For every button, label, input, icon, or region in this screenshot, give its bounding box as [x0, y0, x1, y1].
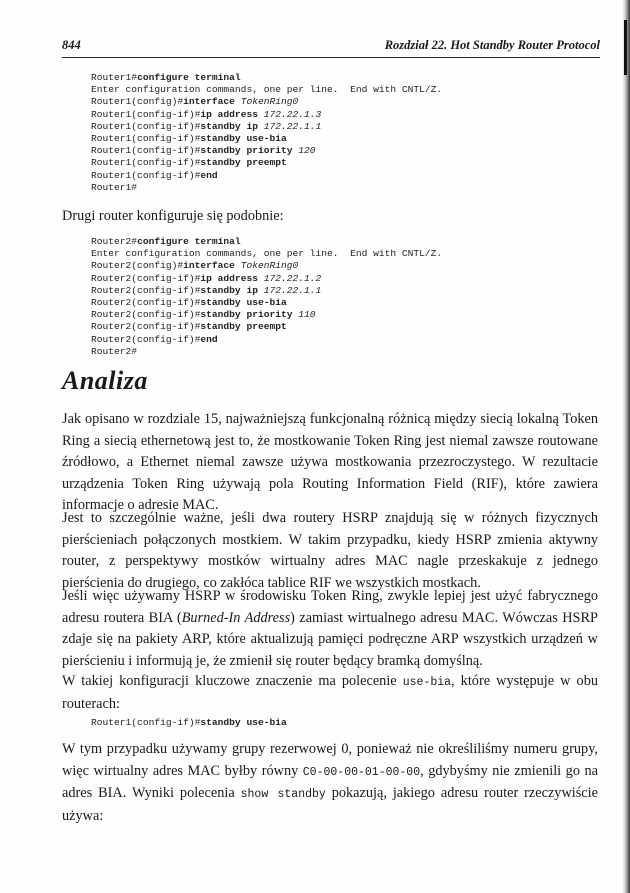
code-command: standby priority: [200, 309, 299, 321]
code-line: [91, 321, 442, 333]
code-prompt: Router1(config-if)#: [91, 108, 201, 120]
code-argument: 120: [298, 145, 316, 157]
code-prompt: Enter configuration commands, one per line. End with CNTL/Z.: [91, 84, 443, 96]
page-number: 844: [62, 38, 81, 52]
code-line: [91, 285, 442, 297]
code-command: standby preempt: [200, 321, 287, 333]
code-command: end: [200, 169, 218, 181]
paragraph-hsrp-bridging: Jest to szczególnie ważne, jeśli dwa routery HSRP znajdują się w różnych fizycznych pierścieniach połączonych mostkiem. W takim przypadku, kiedy HSRP zmienia aktywny router, z perspektywy mostków wirtualny adres MAC nagle przeskakuje z jednego pierścienia do drugiego, co zakłóca tablice RIF we wszystkich mostkach.: [62, 510, 598, 591]
code-command: ip address: [200, 108, 264, 120]
code-prompt: Router2(config-if)#: [91, 309, 201, 321]
code-argument: 172.22.1.1: [263, 284, 322, 296]
code-argument: TokenRing0: [240, 96, 299, 108]
code-line: [91, 84, 442, 96]
code-command: standby use-bia: [200, 296, 287, 308]
code-argument: TokenRing0: [240, 260, 299, 272]
code-prompt: Enter configuration commands, one per line. End with CNTL/Z.: [91, 248, 443, 260]
code-line: [91, 72, 442, 84]
paragraph-standby-text-2: , gdybyśmy nie zmienili go na adres BIA. Wyniki polecenia: [62, 762, 598, 801]
code-line: [91, 236, 442, 248]
code-command: standby priority: [200, 145, 299, 157]
code-line: [91, 309, 442, 321]
paragraph-use-bia-text-2: , które występuje w obu routerach:: [62, 673, 598, 712]
code-prompt: Router2#: [91, 236, 138, 247]
show-standby-code: show standby: [240, 788, 326, 801]
code-prompt: Router1(config-if)#: [91, 145, 201, 157]
use-bia-code: use-bia: [402, 676, 452, 689]
paragraph-bia-text-1: Jeśli więc używamy HSRP w środowisku Token Ring, zwykle lepiej jest użyć fabrycznego adresu routera BIA (: [62, 588, 598, 626]
code-line: [91, 248, 442, 260]
code-argument: 172.22.1.2: [263, 272, 322, 284]
code-command: standby use-bia: [200, 717, 287, 728]
code-line: [91, 297, 442, 309]
code-prompt: Router2#: [91, 345, 138, 357]
code-line: [91, 121, 442, 133]
code-command: standby use-bia: [200, 132, 287, 144]
header-rule: [62, 57, 600, 58]
paragraph-standby-group: [62, 739, 598, 849]
intro-paragraph: Drugi router konfiguruje się podobnie:: [62, 208, 284, 224]
code-line: [91, 157, 442, 169]
code-line: [91, 145, 442, 157]
code-line: [91, 96, 442, 108]
code-prompt: Router1(config)#: [91, 96, 184, 108]
code-prompt: Router2(config-if)#: [91, 296, 201, 308]
paragraph-token-ring: Jak opisano w rozdziale 15, najważniejszą funkcjonalną różnicą między siecią lokalną Token Ring a siecią ethernetową jest to, że mostkowanie Token Ring jest niemal zawsze routowane źródłowo, a Ethernet niemal zawsze używa mostkowania przezroczystego. W rezultacie urządzenia Token Ring używają pola Routing Information Field (RIF), które zawiera informacje o adresie MAC.: [62, 411, 598, 513]
code-command: configure terminal: [137, 236, 241, 247]
code-line: [91, 334, 442, 346]
code-block-router2: [91, 236, 442, 358]
code-command: standby ip: [200, 284, 264, 296]
code-command: configure terminal: [137, 72, 241, 83]
code-prompt: Router2(config-if)#: [91, 284, 201, 296]
code-line: [91, 260, 442, 272]
code-prompt: Router1#: [91, 72, 138, 83]
code-line: [91, 182, 442, 194]
section-heading: Analiza: [62, 366, 148, 395]
code-line: [91, 170, 442, 182]
code-command: interface: [183, 260, 241, 272]
paragraph-use-bia-text-1: W takiej konfiguracji kluczowe znaczenie ma polecenie: [62, 673, 403, 689]
page-edge-shadow: [622, 0, 630, 893]
code-command: interface: [183, 96, 241, 108]
code-argument: 110: [298, 309, 316, 321]
code-prompt: Router2(config)#: [91, 260, 184, 272]
paragraph-bia-text-2: ) zamiast wirtualnego adresu MAC. Wówczas HSRP zdaje się na pakiety ARP, które aktualizują pamięci podręczne ARP wszystkich urządzeń w pierścieniu i informują je, że zmienił się router będący bramką domyślną.: [62, 609, 598, 669]
code-command: standby ip: [200, 120, 264, 132]
code-line: [91, 133, 442, 145]
code-block-router1: [91, 72, 442, 194]
paragraph-standby-text-1: W tym przypadku używamy grupy rezerwowej 0, ponieważ nie określiliśmy numeru grupy, więc wirtualny adres MAC byłby równy: [62, 741, 598, 779]
code-command: end: [200, 333, 218, 345]
code-line-standby-use-bia: [91, 717, 287, 729]
code-argument: 172.22.1.1: [263, 120, 322, 132]
code-prompt: Router1(config-if)#: [91, 120, 201, 132]
chapter-title: Rozdział 22. Hot Standby Router Protocol: [384, 38, 600, 52]
code-line: [91, 346, 442, 358]
code-line: [91, 273, 442, 285]
page-header: [62, 38, 600, 56]
page-edge-mark: [624, 20, 627, 75]
code-command: standby preempt: [200, 157, 287, 169]
code-prompt: Router2(config-if)#: [91, 333, 201, 345]
code-line: [91, 109, 442, 121]
virtual-mac-code: C0-00-00-01-00-00: [302, 765, 421, 779]
code-prompt: Router1(config-if)#: [91, 132, 201, 144]
code-command: ip address: [200, 272, 264, 284]
burned-in-address-term: Burned-In Address: [181, 609, 291, 626]
paragraph-use-bia: [62, 671, 598, 715]
code-prompt: Router2(config-if)#: [91, 272, 201, 284]
code-prompt: Router1(config-if)#: [91, 157, 201, 169]
paragraph-standby-text-3: pokazują, jakiego adresu router rzeczywiście używa:: [62, 785, 598, 824]
code-prompt: Router1#: [91, 181, 138, 193]
code-argument: 172.22.1.3: [263, 108, 322, 120]
code-prompt: Router1(config-if)#: [91, 169, 201, 181]
code-prompt: Router1(config-if)#: [91, 717, 201, 728]
code-prompt: Router2(config-if)#: [91, 321, 201, 333]
paragraph-bia: [62, 586, 598, 672]
